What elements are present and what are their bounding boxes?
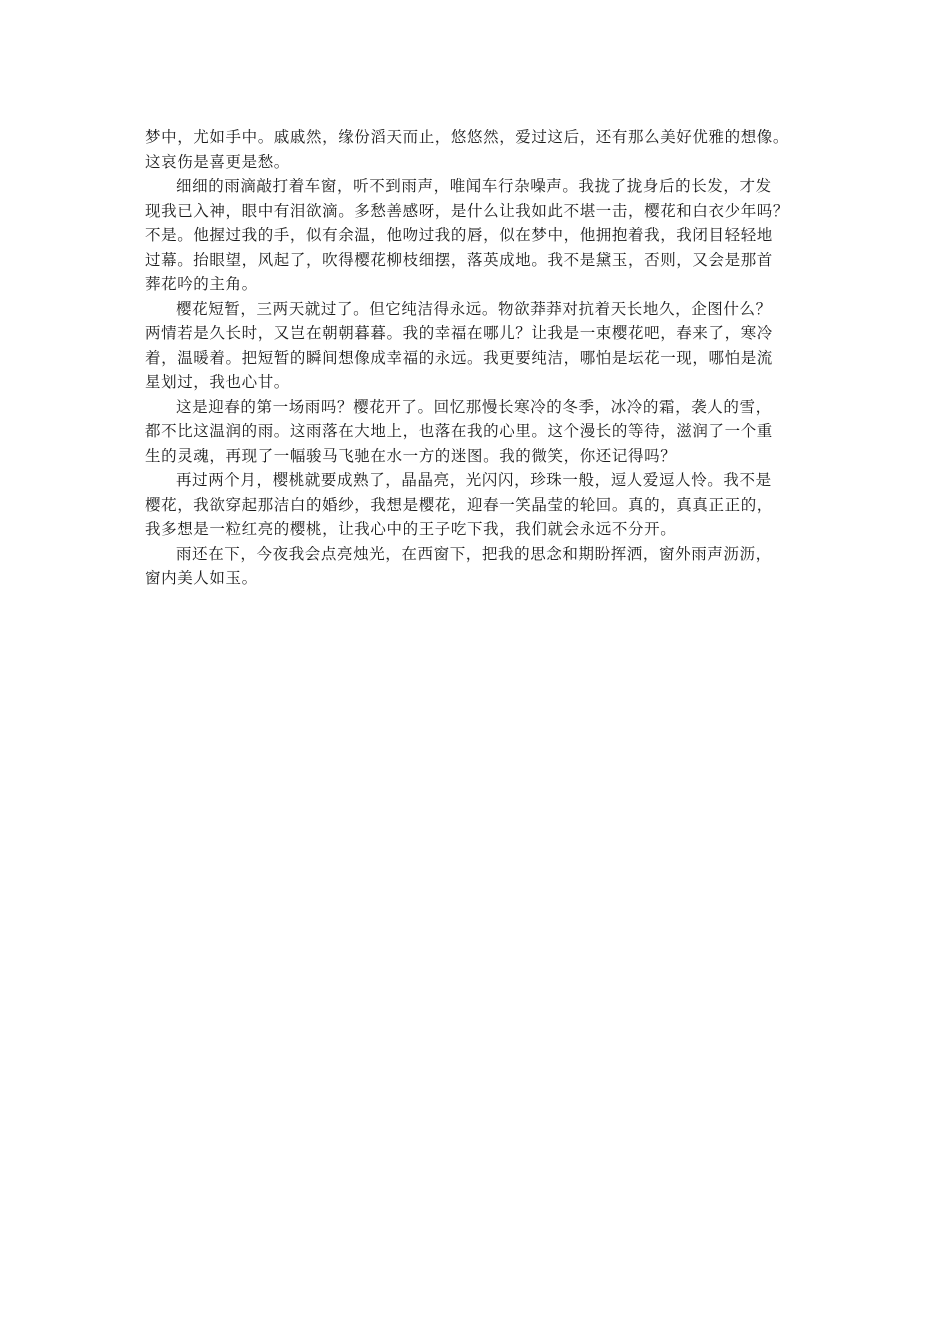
text-line: 星划过，我也心甘。 — [145, 373, 290, 391]
text-line: 细细的雨滴敲打着车窗，听不到雨声，唯闻车行杂噪声。我拢了拢身后的长发，才发 — [176, 177, 772, 195]
text-line: 生的灵魂，再现了一幅骏马飞驰在水一方的迷图。我的微笑，你还记得吗？ — [145, 446, 677, 465]
paragraph-1 — [145, 125, 810, 174]
text-line: 两情若是久长时，又岂在朝朝暮暮。我的幸福在哪儿？让我是一束樱花吧，春来了，寒冷 — [145, 324, 773, 342]
paragraph-2 — [145, 174, 810, 297]
text-line: 再过两个月，樱桃就要成熟了，晶晶亮，光闪闪，珍珠一般，逗人爱逗人怜。我不是 — [176, 471, 772, 489]
text-line: 这是迎春的第一场雨吗？樱花开了。回忆那慢长寒冷的冬季，冰冷的霜，袭人的雪， — [176, 397, 772, 416]
text-line: 梦中，尤如手中。戚戚然，缘份滔天而止，悠悠然，爱过这后，还有那么美好优雅的想像。 — [145, 128, 790, 146]
text-line: 这哀伤是喜更是愁。 — [145, 152, 290, 171]
paragraph-3 — [145, 297, 810, 395]
text-line: 着，温暖着。把短暂的瞬间想像成幸福的永远。我更要纯洁，哪怕是坛花一现，哪怕是流 — [145, 348, 773, 367]
text-line: 我多想是一粒红亮的樱桃，让我心中的王子吃下我，我们就会永远不分开。 — [145, 520, 677, 538]
text-line: 雨还在下，今夜我会点亮烛光，在西窗下，把我的思念和期盼挥洒，窗外雨声沥沥， — [176, 544, 772, 563]
document-body — [145, 125, 810, 591]
paragraph-5 — [145, 468, 810, 542]
text-line: 不是。他握过我的手，似有余温，他吻过我的唇，似在梦中，他拥抱着我，我闭目轻轻地 — [145, 226, 773, 244]
text-line: 窗内美人如玉。 — [145, 569, 258, 587]
text-line: 葬花吟的主角。 — [145, 275, 258, 293]
text-line: 樱花短暂，三两天就过了。但它纯洁得永远。物欲莽莽对抗着天长地久，企图什么？ — [176, 299, 772, 318]
text-line: 过幕。抬眼望，风起了，吹得樱花柳枝细摆，落英成地。我不是黛玉，否则，又会是那首 — [145, 250, 773, 269]
paragraph-6 — [145, 542, 810, 591]
text-line: 现我已入神，眼中有泪欲滴。多愁善感呀，是什么让我如此不堪一击，樱花和白衣少年吗？ — [145, 201, 790, 220]
text-line: 樱花，我欲穿起那洁白的婚纱，我想是樱花，迎春一笑晶莹的轮回。真的，真真正正的， — [145, 495, 773, 514]
paragraph-4 — [145, 395, 810, 469]
text-line: 都不比这温润的雨。这雨落在大地上，也落在我的心里。这个漫长的等待，滋润了一个重 — [145, 422, 773, 440]
